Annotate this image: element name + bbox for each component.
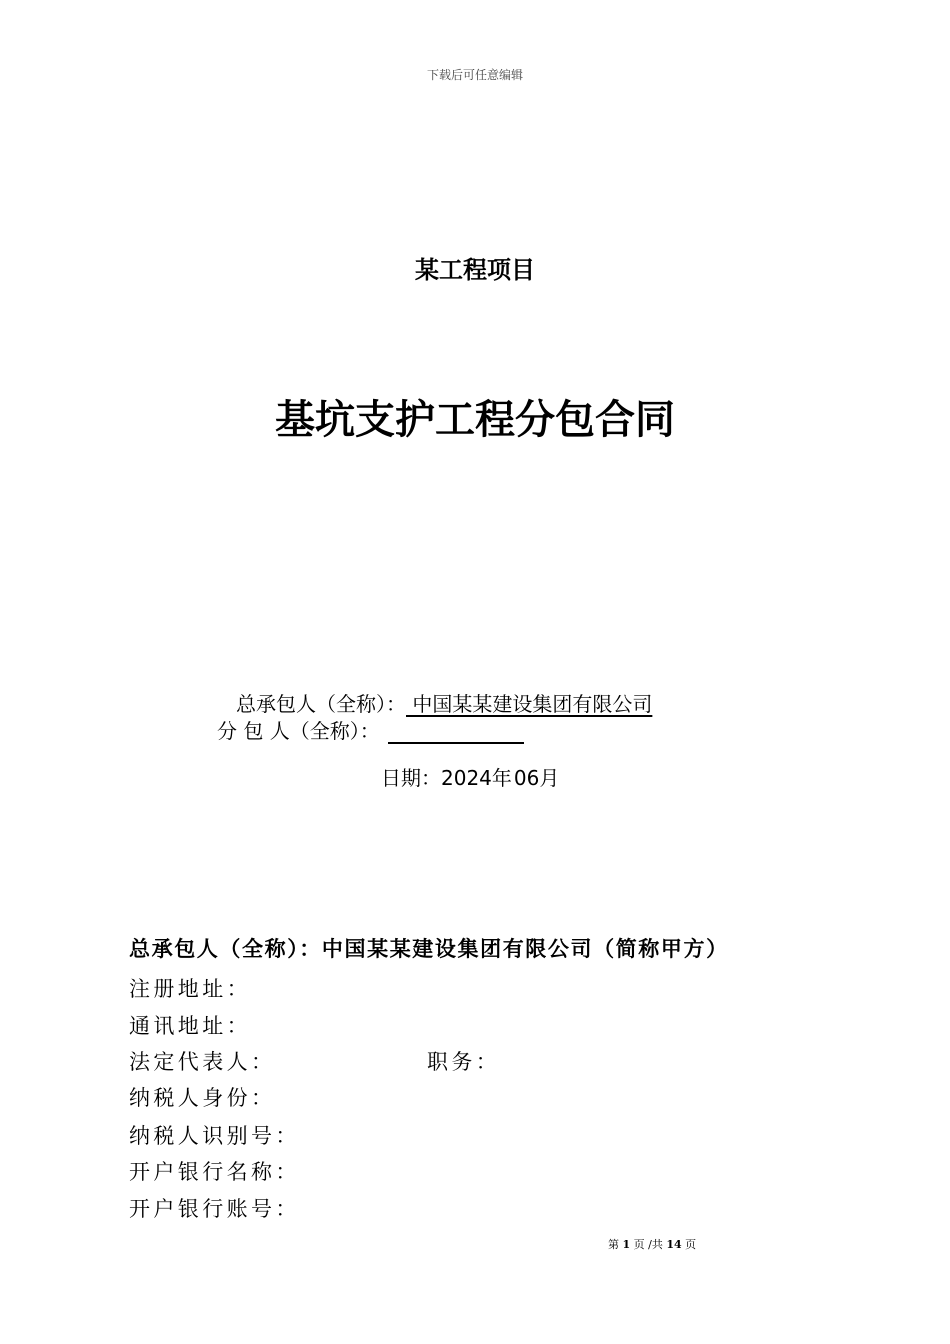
- party-a-heading: 总承包人（全称）：中国某某建设集团有限公司（简称甲方）: [129, 937, 729, 961]
- date-label: 日期：: [381, 766, 441, 790]
- subcontractor-label: 分 包 人（全称）：: [217, 719, 380, 743]
- header-note: 下载后可任意编辑: [426, 68, 523, 82]
- date-month-unit: 月: [539, 766, 560, 790]
- subcontractor-blank: [388, 720, 524, 744]
- bank-name-field: 开户银行名称：: [129, 1160, 300, 1184]
- footer-prefix: 第: [608, 1238, 623, 1251]
- bank-account-field: 开户银行账号：: [129, 1197, 300, 1221]
- general-contractor-line: [236, 688, 652, 717]
- footer-total-pages: 14: [666, 1238, 682, 1251]
- general-contractor-value: 中国某某建设集团有限公司: [406, 692, 653, 716]
- date-year: 2024: [441, 766, 492, 790]
- subcontractor-line: [217, 715, 524, 744]
- date-line: [381, 762, 559, 791]
- general-contractor-label: 总承包人（全称）：: [236, 692, 406, 716]
- contract-title: 基坑支护工程分包合同: [275, 396, 675, 443]
- project-title: 某工程项目: [415, 255, 535, 284]
- footer-middle: 页 /共: [630, 1238, 667, 1251]
- position-field: 职务：: [427, 1050, 501, 1074]
- footer-page-number: 1: [622, 1238, 631, 1251]
- legal-representative-field: 法定代表人：: [129, 1050, 276, 1074]
- date-year-unit: 年: [491, 766, 512, 790]
- date-month: 06: [513, 766, 540, 790]
- registered-address-field: 注册地址：: [129, 977, 251, 1001]
- mailing-address-field: 通讯地址：: [129, 1014, 251, 1038]
- taxpayer-status-field: 纳税人身份：: [129, 1086, 276, 1110]
- footer-suffix: 页: [681, 1238, 697, 1251]
- taxpayer-id-field: 纳税人识别号：: [129, 1124, 300, 1148]
- page-footer: [608, 1236, 696, 1252]
